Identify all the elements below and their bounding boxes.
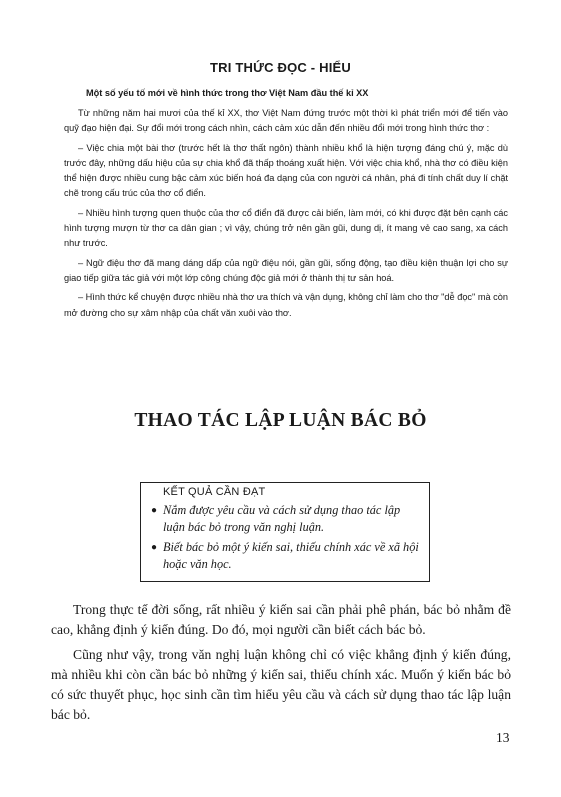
intro-text [64,106,508,325]
section-title: TRI THỨC ĐỌC - HIỂU [210,60,351,75]
goal-text: Nắm được yêu cầu và cách sử dụng thao tác lập luận bác bỏ trong văn nghị luận. [163,503,401,534]
goal-text: Biết bác bỏ một ý kiến sai, thiếu chính xác về xã hội hoặc văn học. [163,540,419,571]
body-paragraph: Cũng như vậy, trong văn nghị luận không chỉ có việc khẳng định ý kiến đúng, mà nhiều khi còn cần bác bỏ những ý kiến sai, thiếu chính xác. Muốn ý kiến bác bỏ có sức thuyết phục, học sinh cần tìm hiểu yêu cầu và cách sử dụng thao tác lập luận bác bỏ. [51,647,511,722]
goal-item [151,502,421,536]
bullet-icon: ● [151,542,158,553]
goals-heading: KẾT QUẢ CẦN ĐẠT [163,486,266,498]
body-paragraph: Trong thực tế đời sống, rất nhiều ý kiến sai cần phải phê phán, bác bỏ nhằm đề cao, khẳng định ý kiến đúng. Do đó, mọi người cần biết cách bác bỏ. [51,602,511,637]
goal-item [151,539,421,573]
page-number: 13 [496,730,510,745]
lesson-title: THAO TÁC LẬP LUẬN BÁC BỎ [134,410,427,431]
intro-paragraph: – Nhiều hình tượng quen thuộc của thơ cổ điển đã được cải biến, làm mới, có khi được đặt bên cạnh các hình tượng mượn từ thơ ca dân gian ; vì vậy, chúng trở nên gần gũi, dung dị, ít mang vẻ cao sang, xa cách như trước. [64,207,508,249]
subtitle: Một số yếu tố mới về hình thức trong thơ Việt Nam đầu thế kỉ XX [86,88,369,98]
bullet-icon: ● [151,505,158,516]
lesson-body [51,600,511,730]
intro-paragraph: Từ những năm hai mươi của thế kỉ XX, thơ Việt Nam đứng trước một thời kì phát triển mới để tiến vào quỹ đạo hiện đại. Sự đổi mới trong cách nhìn, cách cảm xúc dẫn đến nhiều đổi mới trong hình thức thơ : [64,108,508,134]
intro-paragraph: – Việc chia một bài thơ (trước hết là thơ thất ngôn) thành nhiều khổ là hiện tượng đáng chú ý, mặc dù trước đây, những dấu hiệu của sự chia khổ đã thấp thoáng xuất hiện. Với việc chia khổ, nhà thơ có điều kiện thể hiện được nhiều cung bậc cảm xúc biến hoá đa dạng của con người cá nhân, phá đi tính chất duy lí chặt chẽ trong cấu trúc của thơ cổ điển. [64,142,508,199]
intro-paragraph: – Hình thức kể chuyện được nhiều nhà thơ ưa thích và vận dụng, không chỉ làm cho thơ "dễ đọc" mà còn mở đường cho sự xâm nhập của chất văn xuôi vào thơ. [64,292,508,318]
intro-paragraph: – Ngữ điệu thơ đã mang dáng dấp của ngữ điệu nói, gần gũi, sống động, tạo điều kiện thuận lợi cho sự giao tiếp giữa tác giả với một lớp công chúng độc giả mới ở thành thị tư sản hoá. [64,257,508,283]
learning-goals-box [140,482,430,582]
